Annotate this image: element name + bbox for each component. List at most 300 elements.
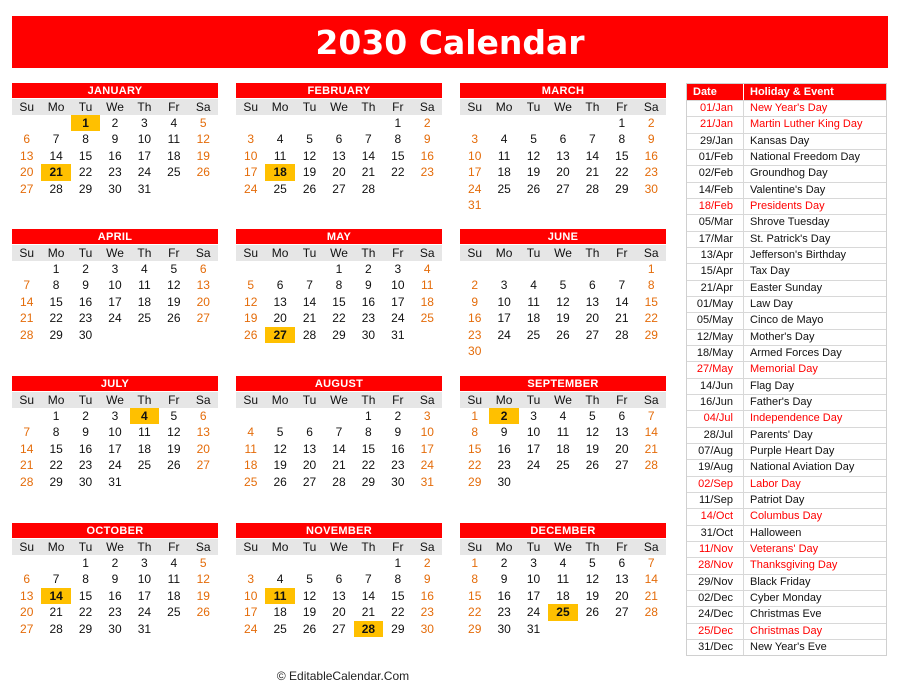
empty-day-cell — [460, 261, 489, 277]
weekday-label: Th — [137, 393, 152, 407]
day-cell: 23 — [78, 458, 93, 473]
day-cell: 18 — [137, 294, 152, 309]
day-cell: 17 — [137, 148, 152, 163]
day-cell: 29 — [468, 621, 482, 636]
holiday-event: Parents' Day — [750, 428, 813, 441]
holiday-day-cell: 21 — [41, 164, 70, 180]
holiday-row — [687, 263, 886, 279]
weekday-label: Mo — [495, 393, 513, 407]
weekday-label: Mo — [271, 540, 289, 554]
day-cell: 12 — [273, 441, 287, 456]
month-title: NOVEMBER — [236, 523, 442, 538]
week-row — [460, 474, 666, 490]
day-cell: 9 — [423, 572, 431, 587]
day-cell: 6 — [276, 278, 284, 293]
week-row — [236, 555, 442, 571]
week-row — [12, 604, 218, 620]
empty-day-cell — [354, 115, 383, 131]
holiday-row — [687, 623, 886, 639]
day-cell: 20 — [196, 294, 210, 309]
holiday-date: 01/May — [687, 297, 744, 312]
day-cell: 27 — [302, 474, 317, 489]
weekday-header — [12, 99, 218, 115]
empty-day-cell — [12, 555, 41, 571]
empty-day-cell — [236, 555, 265, 571]
weekday-label: Sa — [643, 246, 659, 260]
week-row — [12, 294, 218, 310]
day-cell: 30 — [108, 621, 122, 636]
weekday-header — [236, 539, 442, 555]
day-cell: 19 — [273, 458, 287, 473]
day-cell: 3 — [247, 572, 255, 587]
empty-day-cell — [489, 261, 518, 277]
calendar-title: 2030 Calendar — [12, 16, 888, 68]
week-row — [460, 277, 666, 293]
day-cell: 19 — [196, 588, 210, 603]
holiday-date: 17/Mar — [687, 232, 744, 247]
day-cell: 18 — [556, 588, 570, 603]
day-cell: 7 — [365, 572, 372, 587]
holiday-date: 07/Aug — [687, 444, 744, 459]
week-row — [460, 148, 666, 164]
day-cell: 21 — [20, 458, 34, 473]
day-cell: 21 — [644, 441, 658, 456]
day-cell: 30 — [78, 474, 93, 489]
day-cell: 26 — [302, 621, 317, 636]
weekday-header — [236, 392, 442, 408]
day-cell: 21 — [361, 605, 376, 620]
empty-day-cell — [519, 197, 548, 213]
holiday-row — [687, 149, 886, 165]
day-cell: 6 — [199, 409, 207, 423]
weekday-label: Su — [467, 393, 483, 407]
month-title: APRIL — [12, 229, 218, 244]
day-cell: 9 — [500, 572, 508, 587]
empty-day-cell — [637, 474, 666, 490]
holiday-row — [687, 214, 886, 230]
day-cell: 8 — [471, 572, 479, 587]
day-cell: 31 — [137, 621, 152, 636]
week-row — [460, 115, 666, 131]
day-cell: 13 — [196, 278, 210, 293]
day-cell: 23 — [361, 311, 376, 326]
day-cell: 16 — [497, 588, 511, 603]
day-cell: 1 — [82, 556, 89, 570]
day-cell: 8 — [52, 425, 60, 440]
empty-day-cell — [324, 408, 353, 424]
day-cell: 12 — [585, 572, 600, 587]
empty-day-cell — [383, 181, 412, 197]
day-cell: 19 — [167, 441, 181, 456]
day-cell: 3 — [500, 278, 508, 293]
day-cell: 9 — [82, 425, 89, 440]
day-cell: 17 — [391, 294, 405, 309]
holiday-date: 21/Apr — [687, 281, 744, 296]
day-cell: 15 — [78, 148, 93, 163]
weekday-label: Th — [361, 246, 376, 260]
day-cell: 16 — [420, 148, 434, 163]
weekday-label: We — [554, 540, 572, 554]
day-cell: 1 — [394, 556, 402, 570]
day-cell: 13 — [20, 588, 34, 603]
empty-day-cell — [548, 474, 577, 490]
day-cell: 4 — [530, 278, 537, 293]
holiday-row — [687, 231, 886, 247]
month-february — [236, 83, 442, 197]
day-cell: 2 — [500, 556, 508, 570]
day-cell: 27 — [585, 327, 600, 342]
day-cell: 3 — [247, 132, 255, 147]
holiday-date: 19/Aug — [687, 460, 744, 475]
weekday-label: Th — [585, 393, 600, 407]
empty-day-cell — [236, 408, 265, 424]
empty-day-cell — [236, 261, 265, 277]
holiday-date: 12/May — [687, 330, 744, 345]
week-row — [12, 115, 218, 131]
month-title: OCTOBER — [12, 523, 218, 538]
month-title: SEPTEMBER — [460, 376, 666, 391]
day-cell: 25 — [526, 327, 541, 342]
day-cell: 12 — [167, 278, 181, 293]
week-row — [236, 148, 442, 164]
day-cell: 7 — [52, 132, 60, 147]
week-row — [460, 343, 666, 359]
holiday-day-cell: 11 — [265, 588, 294, 604]
day-cell: 5 — [170, 262, 178, 276]
weekday-label: We — [554, 393, 572, 407]
day-cell: 11 — [138, 425, 151, 440]
empty-day-cell — [578, 621, 607, 637]
week-row — [236, 571, 442, 587]
day-cell: 12 — [167, 425, 181, 440]
empty-day-cell — [607, 474, 636, 490]
day-cell: 1 — [52, 409, 60, 423]
day-cell: 23 — [468, 327, 482, 342]
day-cell: 27 — [615, 458, 629, 473]
day-cell: 1 — [365, 409, 372, 423]
day-cell: 13 — [585, 294, 600, 309]
holiday-event: Armed Forces Day — [750, 346, 842, 359]
day-cell: 2 — [365, 262, 372, 276]
weekday-label: Fr — [392, 393, 404, 407]
weekday-header — [460, 539, 666, 555]
day-cell: 20 — [20, 605, 34, 620]
weekday-label: Mo — [271, 393, 289, 407]
week-row — [460, 294, 666, 310]
day-cell: 23 — [108, 165, 122, 180]
day-cell: 22 — [615, 165, 629, 180]
weekday-label: Fr — [392, 246, 404, 260]
day-cell: 15 — [49, 294, 63, 309]
week-row — [236, 131, 442, 147]
weekday-header — [12, 392, 218, 408]
day-cell: 5 — [589, 409, 596, 423]
holiday-row — [687, 345, 886, 361]
day-cell: 3 — [423, 409, 431, 423]
day-cell: 16 — [361, 294, 376, 309]
weekday-label: Mo — [47, 100, 65, 114]
day-cell: 25 — [137, 458, 152, 473]
day-cell: 6 — [23, 572, 31, 587]
empty-day-cell — [578, 474, 607, 490]
day-cell: 16 — [78, 441, 93, 456]
holiday-event: Patriot Day — [750, 493, 805, 506]
month-july — [12, 376, 218, 490]
month-title: JULY — [12, 376, 218, 391]
holiday-row — [687, 606, 886, 622]
day-cell: 26 — [196, 605, 210, 620]
day-cell: 12 — [196, 572, 210, 587]
day-cell: 29 — [361, 474, 376, 489]
day-cell: 8 — [647, 278, 655, 293]
day-cell: 26 — [167, 458, 181, 473]
empty-day-cell — [130, 327, 159, 343]
week-row — [460, 424, 666, 440]
week-row — [460, 588, 666, 604]
holiday-date: 18/Feb — [687, 199, 744, 214]
day-cell: 24 — [497, 327, 511, 342]
day-cell: 6 — [23, 132, 31, 147]
weekday-label: Tu — [78, 246, 93, 260]
weekday-label: Tu — [302, 246, 317, 260]
day-cell: 29 — [644, 327, 658, 342]
week-row — [12, 261, 218, 277]
day-cell: 15 — [78, 588, 93, 603]
holiday-date: 29/Nov — [687, 575, 744, 590]
day-cell: 2 — [82, 409, 89, 423]
empty-day-cell — [413, 327, 442, 343]
empty-day-cell — [489, 115, 518, 131]
empty-day-cell — [159, 621, 188, 637]
month-november — [236, 523, 442, 637]
day-cell: 28 — [644, 458, 658, 473]
holiday-row — [687, 508, 886, 524]
weekday-label: Sa — [419, 100, 435, 114]
day-cell: 31 — [526, 621, 541, 636]
weekday-label: Tu — [526, 393, 541, 407]
holiday-event: Veterans' Day — [750, 542, 819, 555]
holiday-event: Groundhog Day — [750, 167, 828, 180]
weekday-label: Th — [585, 540, 600, 554]
day-cell: 3 — [530, 409, 537, 423]
weekday-label: Su — [19, 540, 35, 554]
holiday-event: Cinco de Mayo — [750, 314, 824, 327]
day-cell: 20 — [20, 165, 34, 180]
holiday-date: 27/May — [687, 362, 744, 377]
day-cell: 22 — [49, 458, 63, 473]
day-cell: 9 — [365, 278, 372, 293]
day-cell: 25 — [556, 458, 570, 473]
day-cell: 19 — [244, 311, 258, 326]
holiday-event: National Freedom Day — [750, 150, 861, 163]
holiday-rows — [687, 100, 886, 655]
weekday-label: Sa — [643, 393, 659, 407]
weekday-label: Su — [19, 100, 35, 114]
weekday-label: Tu — [302, 540, 317, 554]
weekday-label: Fr — [168, 393, 180, 407]
holiday-row — [687, 247, 886, 263]
weekday-label: We — [330, 246, 348, 260]
day-cell: 7 — [52, 572, 60, 587]
weekday-label: Mo — [47, 540, 65, 554]
day-cell: 31 — [391, 327, 405, 342]
weekday-label: Fr — [168, 246, 180, 260]
week-row — [460, 457, 666, 473]
holiday-event: Law Day — [750, 297, 793, 310]
day-cell: 27 — [332, 621, 346, 636]
day-cell: 13 — [273, 294, 287, 309]
weekday-label: Su — [467, 540, 483, 554]
holiday-event: New Year's Day — [750, 102, 828, 114]
month-march — [460, 83, 666, 213]
holiday-day-cell: 1 — [71, 115, 100, 131]
day-cell: 27 — [196, 311, 210, 326]
empty-day-cell — [324, 115, 353, 131]
week-row — [460, 131, 666, 147]
day-cell: 10 — [391, 278, 405, 293]
week-row — [12, 327, 218, 343]
day-cell: 23 — [497, 458, 511, 473]
weekday-label: Sa — [643, 100, 659, 114]
week-row — [460, 408, 666, 424]
day-cell: 11 — [273, 148, 287, 163]
day-cell: 10 — [244, 588, 258, 603]
week-row — [12, 571, 218, 587]
day-cell: 5 — [199, 556, 207, 570]
holiday-day-cell: 18 — [265, 164, 294, 180]
empty-day-cell — [607, 621, 636, 637]
empty-day-cell — [637, 197, 666, 213]
day-cell: 12 — [302, 588, 317, 603]
day-cell: 30 — [644, 181, 658, 196]
weekday-label: Sa — [419, 246, 435, 260]
day-cell: 9 — [111, 572, 119, 587]
weekday-label: Th — [137, 540, 152, 554]
holiday-day-cell: 2 — [489, 408, 518, 424]
day-cell: 10 — [108, 278, 122, 293]
day-cell: 25 — [273, 181, 287, 196]
day-cell: 22 — [644, 311, 658, 326]
day-cell: 30 — [108, 181, 122, 196]
week-row — [236, 261, 442, 277]
holiday-date: 04/Jul — [687, 411, 744, 426]
day-cell: 27 — [556, 181, 570, 196]
day-cell: 6 — [618, 556, 626, 570]
day-cell: 10 — [497, 294, 511, 309]
day-cell: 18 — [137, 441, 152, 456]
day-cell: 15 — [391, 588, 405, 603]
week-row — [460, 555, 666, 571]
day-cell: 19 — [167, 294, 181, 309]
month-title: JUNE — [460, 229, 666, 244]
month-may — [236, 229, 442, 343]
weekday-label: We — [330, 100, 348, 114]
weekday-label: Tu — [78, 100, 93, 114]
day-cell: 2 — [82, 262, 89, 276]
weekday-label: Mo — [271, 100, 289, 114]
day-cell: 12 — [196, 132, 210, 147]
day-cell: 25 — [167, 605, 181, 620]
month-august — [236, 376, 442, 490]
day-cell: 4 — [247, 425, 255, 440]
day-cell: 21 — [302, 311, 317, 326]
day-cell: 13 — [332, 148, 346, 163]
empty-day-cell — [324, 555, 353, 571]
holiday-row — [687, 590, 886, 606]
day-cell: 23 — [420, 165, 434, 180]
day-cell: 5 — [306, 572, 313, 587]
day-cell: 23 — [78, 311, 93, 326]
day-cell: 26 — [585, 605, 600, 620]
holiday-date: 11/Nov — [687, 542, 744, 557]
day-cell: 15 — [644, 294, 658, 309]
day-cell: 21 — [615, 311, 629, 326]
holiday-date: 28/Nov — [687, 558, 744, 573]
day-cell: 10 — [468, 148, 482, 163]
week-row — [236, 441, 442, 457]
weekday-header — [460, 99, 666, 115]
day-cell: 20 — [615, 441, 629, 456]
empty-day-cell — [637, 343, 666, 359]
week-row — [236, 115, 442, 131]
day-cell: 19 — [585, 588, 600, 603]
day-cell: 4 — [276, 572, 284, 587]
day-cell: 18 — [556, 441, 570, 456]
week-row — [12, 588, 218, 604]
weekday-label: Tu — [78, 393, 93, 407]
day-cell: 9 — [500, 425, 508, 440]
holiday-event: Kansas Day — [750, 134, 810, 147]
holiday-date: 01/Feb — [687, 150, 744, 165]
week-row — [460, 197, 666, 213]
day-cell: 14 — [361, 148, 376, 163]
week-row — [12, 457, 218, 473]
day-cell: 7 — [365, 132, 372, 147]
day-cell: 6 — [618, 409, 626, 423]
holiday-row — [687, 541, 886, 557]
holiday-row — [687, 557, 886, 573]
holiday-event: Mother's Day — [750, 330, 815, 343]
day-cell: 16 — [108, 148, 122, 163]
holiday-row — [687, 361, 886, 377]
weekday-label: Fr — [168, 100, 180, 114]
day-cell: 19 — [302, 605, 317, 620]
day-cell: 26 — [273, 474, 287, 489]
day-cell: 25 — [167, 165, 181, 180]
day-cell: 30 — [391, 474, 405, 489]
day-cell: 25 — [273, 621, 287, 636]
week-row — [460, 181, 666, 197]
day-cell: 14 — [585, 148, 600, 163]
week-row — [12, 181, 218, 197]
day-cell: 13 — [615, 425, 629, 440]
day-cell: 31 — [108, 474, 122, 489]
empty-day-cell — [607, 343, 636, 359]
day-cell: 27 — [20, 181, 34, 196]
day-cell: 24 — [526, 605, 541, 620]
holiday-event: Father's Day — [750, 395, 813, 408]
week-row — [460, 621, 666, 637]
day-cell: 27 — [332, 181, 346, 196]
week-row — [236, 277, 442, 293]
holiday-event: St. Patrick's Day — [750, 232, 831, 245]
week-row — [12, 408, 218, 424]
day-cell: 13 — [556, 148, 570, 163]
weekday-label: Tu — [526, 540, 541, 554]
empty-day-cell — [189, 474, 218, 490]
day-cell: 9 — [423, 132, 431, 147]
weekday-label: Mo — [495, 246, 513, 260]
